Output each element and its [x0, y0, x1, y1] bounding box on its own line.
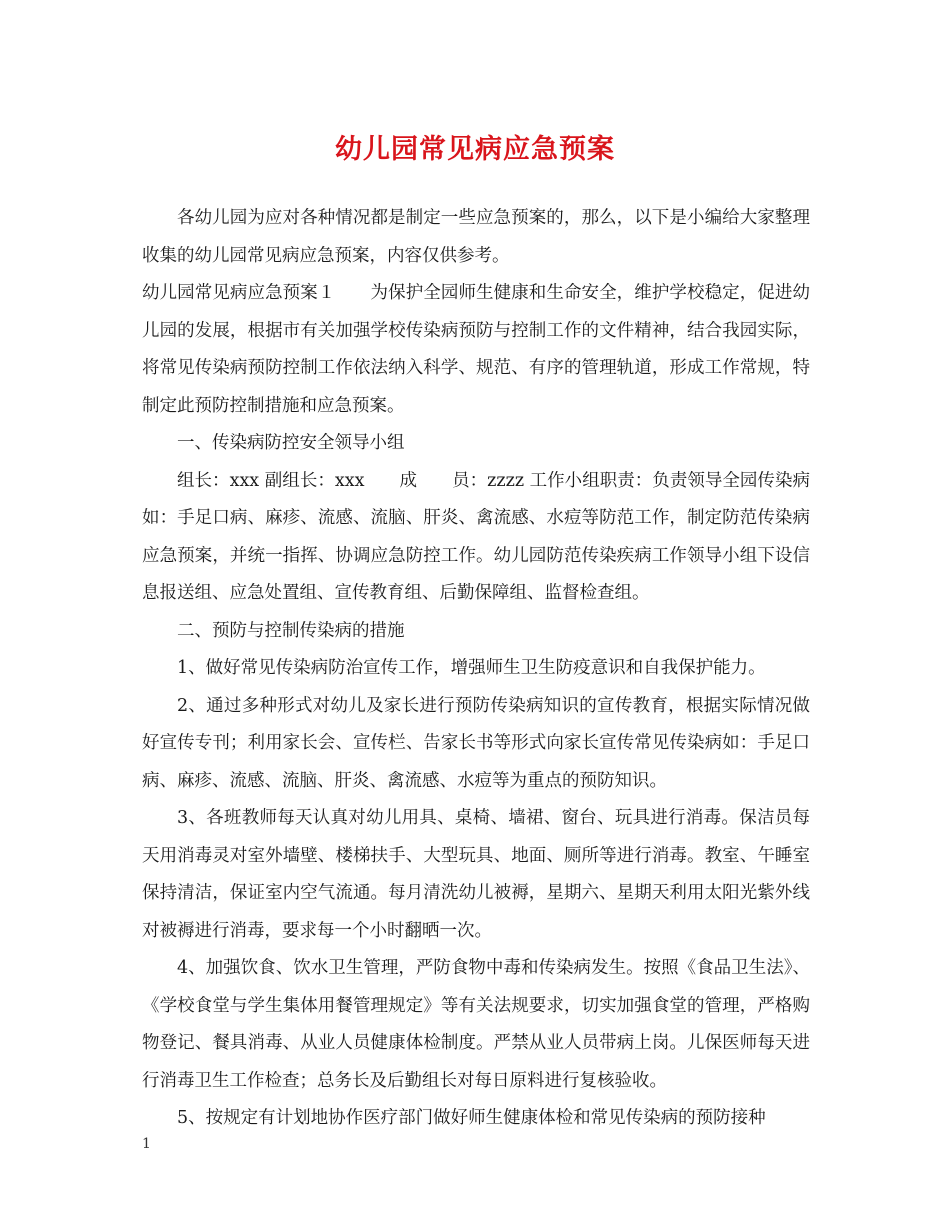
paragraph-measure-5: 5、按规定有计划地协作医疗部门做好师生健康体检和常见传染病的预防接种	[177, 1108, 766, 1128]
paragraph-measure-3: 3、各班教师每天认真对幼儿用具、桌椅、墙裙、窗台、玩具进行消毒。保洁员每天用消毒灵对室外墙壁、楼梯扶手、大型玩具、地面、厕所等进行消毒。教室、午睡室保持清洁，保证室内空气流通。每月清洗幼儿被褥，星期六、星期天利用太阳光紫外线对被褥进行消毒，要求每一个小时翻晒一次。	[142, 808, 810, 941]
section-heading-prevention-measures: 二、预防与控制传染病的措施	[177, 620, 405, 641]
section-heading-leadership-group: 一、传染病防控安全领导小组	[177, 433, 405, 453]
paragraph-intro: 各幼儿园为应对各种情况都是制定一些应急预案的，那么，以下是小编给大家整理收集的幼儿园常见病应急预案，内容仅供参考。	[142, 208, 810, 266]
paragraph-measure-1: 1、做好常见传染病防治宣传工作，增强师生卫生防疫意识和自我保护能力。	[177, 658, 766, 678]
paragraph-measure-2: 2、通过多种形式对幼儿及家长进行预防传染病知识的宣传教育，根据实际情况做好宣传专刊；利用家长会、宣传栏、告家长书等形式向家长宣传常见传染病如：手足口病、麻疹、流感、流脑、肝炎、禽流感、水痘等为重点的预防知识。	[142, 695, 810, 791]
page-number: 1	[142, 1136, 151, 1152]
paragraph-leadership-members: 组长：xxx 副组长：xxx 成 员：zzzz 工作小组职责：负责领导全园传染病如：手足口病、麻疹、流感、流脑、肝炎、禽流感、水痘等防范工作，制定防范传染病应急预案，并统一指挥、协调应急防控工作。幼儿园防范传染疾病工作领导小组下设信息报送组、应急处置组、宣传教育组、后勤保障组、监督检查组。	[142, 470, 810, 603]
document-title: 幼儿园常见病应急预案	[335, 134, 615, 165]
paragraph-plan-1-preamble: 幼儿园常见病应急预案１ 为保护全园师生健康和生命安全，维护学校稳定，促进幼儿园的发展，根据市有关加强学校传染病预防与控制工作的文件精神，结合我园实际，将常见传染病预防控制工作依法纳入科学、规范、有序的管理轨道，形成工作常规，特制定此预防控制措施和应急预案。	[142, 283, 810, 416]
paragraph-measure-4: 4、加强饮食、饮水卫生管理，严防食物中毒和传染病发生。按照《食品卫生法》、《学校食堂与学生集体用餐管理规定》等有关法规要求，切实加强食堂的管理，严格购物登记、餐具消毒、从业人员健康体检制度。严禁从业人员带病上岗。儿保医师每天进行消毒卫生工作检查；总务长及后勤组长对每日原料进行复核验收。	[142, 958, 810, 1091]
document-body	[142, 200, 810, 1138]
